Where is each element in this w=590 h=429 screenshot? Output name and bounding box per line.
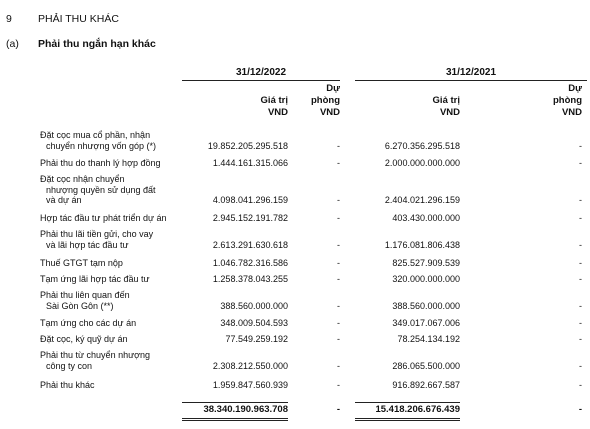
row-value-2022: 2.308.212.550.000 [212,360,288,371]
row-value-2021: 403.430.000.000 [392,213,460,223]
row-provision-2021: - [579,239,582,250]
value-header-unit: VND [267,107,288,118]
row-provision-2022: - [337,360,340,371]
row-label [40,380,190,391]
period-prior-rule [355,80,587,81]
row-label-line: Đặt cọc mua cổ phần, nhận [40,130,151,140]
row-value-2022: 2.613.291.630.618 [212,239,288,250]
row-value-2022: 2.945.152.191.782 [212,213,288,223]
row-label-line: Tạm ứng lãi hợp tác đầu tư [40,274,150,284]
row-label [40,158,190,169]
row-provision-2022: - [337,213,340,223]
row-label-line: Phải thu khác [40,380,95,390]
value-header-unit: VND [439,107,460,118]
period-current: 31/12/2022 [235,67,287,78]
total-rule-top-2022 [182,402,288,403]
row-label-line: Hợp tác đầu tư phát triển dự án [40,213,167,223]
period-current-rule [182,80,340,81]
row-provision-2021: - [579,360,582,371]
row-provision-2022: - [337,300,340,311]
row-provision-2021: - [579,140,582,151]
row-provision-2021: - [579,195,582,205]
row-value-2022: 77.549.259.192 [225,334,288,344]
row-value-2022: 1.258.378.043.255 [212,274,288,284]
row-value-2021: 320.000.000.000 [392,274,460,284]
row-label [40,213,190,224]
row-provision-2022: - [337,380,340,390]
row-value-2022: 1.959.847.560.939 [212,380,288,390]
total-value-2021: 15.418.206.676.439 [375,404,460,415]
row-label [40,174,190,206]
row-label-line: Thuế GTGT tạm nộp [40,258,123,268]
row-provision-2021: - [579,300,582,311]
row-value-2022: 19.852.205.295.518 [207,140,288,151]
row-label-line: Phải thu lãi tiền gửi, cho vay [40,229,154,239]
row-label-line: Đặt cọc, ký quỹ dự án [40,334,128,344]
provision-header-2021 [537,83,582,119]
row-label [40,334,190,345]
row-value-2021: 286.065.500.000 [392,360,460,371]
provision-header-label-1: Dự [568,83,582,94]
row-label-line: Phải thu liên quan đến [40,290,130,300]
row-value-2022: 1.444.161.315.066 [212,158,288,168]
row-provision-2021: - [579,158,582,168]
row-provision-2022: - [337,318,340,328]
row-value-2022: 348.009.504.593 [220,318,288,328]
row-provision-2022: - [337,158,340,168]
value-header-label: Giá trị [432,95,460,106]
row-label-line: và lãi hợp tác đầu tư [46,239,129,250]
row-label [40,130,190,151]
row-value-2021: 349.017.067.006 [392,318,460,328]
subsection-title: Phải thu ngắn hạn khác [38,38,156,50]
row-provision-2021: - [579,380,582,390]
row-label-line: Phải thu từ chuyển nhượng [40,350,151,360]
section-title: PHẢI THU KHÁC [38,13,119,25]
row-value-2021: 825.527.909.539 [392,258,460,268]
row-provision-2022: - [337,334,340,344]
provision-header-2022 [295,83,340,119]
row-label [40,258,190,269]
row-label-line: nhượng quyền sử dụng đất [46,184,156,195]
row-label [40,274,190,285]
row-provision-2021: - [579,274,582,284]
row-value-2022: 388.560.000.000 [220,300,288,311]
total-provision-2021: - [578,404,582,415]
row-label-line: Sài Gòn Gôn (**) [46,300,114,311]
provision-header-label-1: Dự [326,83,340,94]
total-rule-bottom-2021 [355,418,460,419]
row-label [40,350,190,371]
section-number: 9 [6,13,12,25]
value-header-label: Giá trị [260,95,288,106]
row-label-line: Đặt cọc nhận chuyển [40,174,125,184]
row-value-2021: 388.560.000.000 [392,300,460,311]
total-provision-2022: - [336,404,340,415]
subsection-label: (a) [6,38,19,50]
row-provision-2022: - [337,140,340,151]
row-value-2021: 6.270.356.295.518 [384,140,460,151]
row-value-2021: 2.404.021.296.159 [384,195,460,205]
provision-header-unit: VND [319,107,340,118]
row-label-line: chuyển nhượng vốn góp (*) [46,140,156,151]
row-label-line: Phải thu do thanh lý hợp đồng [40,158,161,168]
total-rule-top-2021 [355,402,460,403]
row-provision-2022: - [337,239,340,250]
period-prior: 31/12/2021 [445,67,497,78]
row-value-2022: 4.098.041.296.159 [212,195,288,205]
row-provision-2022: - [337,274,340,284]
provision-header-label-2: phòng [310,95,340,106]
value-header-2022 [220,95,288,119]
row-provision-2022: - [337,195,340,205]
row-label-line: công ty con [46,360,93,371]
row-value-2021: 2.000.000.000.000 [384,158,460,168]
row-provision-2021: - [579,318,582,328]
row-provision-2022: - [337,258,340,268]
row-provision-2021: - [579,258,582,268]
total-value-2022: 38.340.190.963.708 [203,404,288,415]
provision-header-unit: VND [561,107,582,118]
row-label [40,290,190,311]
row-label [40,229,190,250]
row-value-2021: 78.254.134.192 [397,334,460,344]
total-rule-bottom-2022-double [182,420,288,421]
row-label-line: Tạm ứng cho các dự án [40,318,137,328]
row-value-2022: 1.046.782.316.586 [212,258,288,268]
provision-header-label-2: phòng [552,95,582,106]
row-label-line: và dự án [46,195,82,205]
row-label [40,318,190,329]
row-provision-2021: - [579,213,582,223]
row-value-2021: 1.176.081.806.438 [384,239,460,250]
total-rule-bottom-2021-double [355,420,460,421]
row-provision-2021: - [579,334,582,344]
total-rule-bottom-2022 [182,418,288,419]
row-value-2021: 916.892.667.587 [392,380,460,390]
value-header-2021 [392,95,460,119]
